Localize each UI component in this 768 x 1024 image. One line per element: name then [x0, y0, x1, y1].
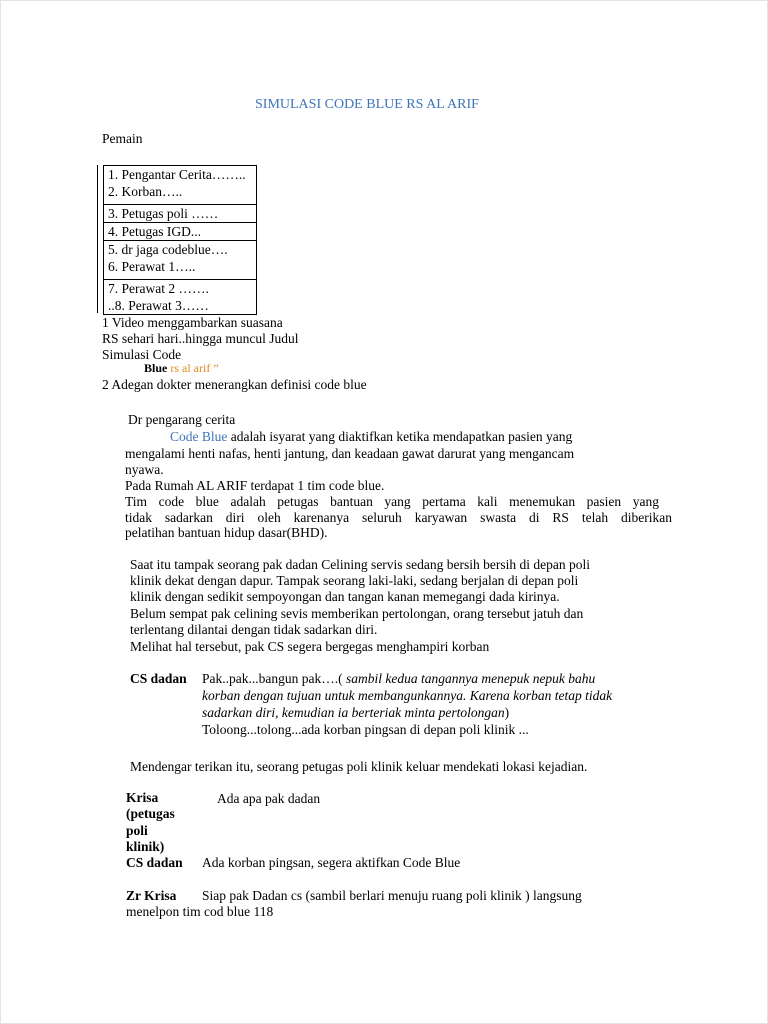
cast-item: 6. Perawat 1….. — [108, 259, 196, 274]
narration-line: terlentang dilantai dengan tidak sadarkan diri. — [130, 622, 378, 637]
stage-direction: sadarkan diri, kemudian ia berteriak minta pertolongan — [202, 705, 505, 720]
cast-cell-1 — [103, 165, 257, 205]
scene1-line — [144, 360, 219, 376]
speaker-label: poli — [126, 823, 148, 838]
cast-item: 2. Korban….. — [108, 184, 183, 199]
definition-line: Pada Rumah AL ARIF terdapat 1 tim code blue. — [125, 478, 385, 493]
scene1-orange-text: rs al arif ” — [167, 361, 219, 375]
code-blue-term: Code Blue — [170, 429, 228, 444]
speaker-label: klinik) — [126, 839, 165, 854]
dialog-line: Siap pak Dadan cs (sambil berlari menuju ruang poli klinik ) langsung — [202, 888, 582, 903]
narration-line: Saat itu tampak seorang pak dadan Celining servis sedang bersih bersih di depan poli — [130, 557, 591, 572]
speaker-label: Zr Krisa — [126, 888, 177, 903]
dialog-text: ) — [504, 705, 510, 720]
definition-line: nyawa. — [125, 462, 164, 477]
narration-line: klinik dengan sedikit sempoyongan dan tangan kanan memegangi dada kirinya. — [130, 589, 560, 604]
cast-item: 4. Petugas IGD... — [108, 224, 201, 239]
narration-line: klinik dekat dengan dapur. Tampak seorang laki-laki, sedang berjalan di depan poli — [130, 573, 579, 588]
definition-line: Tim code blue adalah petugas bantuan yang pertama kali menemukan pasien yang — [125, 494, 659, 509]
definition-line: pelatihan bantuan hidup dasar(BHD). — [125, 525, 328, 540]
dialog-line — [202, 705, 509, 721]
scene2-line: 2 Adegan dokter menerangkan definisi code blue — [102, 377, 367, 392]
stage-direction: sambil kedua tangannya menepuk nepuk bahu — [342, 671, 596, 686]
scene1-blue-word: Blue — [144, 361, 168, 375]
dialog-line — [202, 671, 595, 687]
definition-line: mengalami henti nafas, henti jantung, dan keadaan gawat darurat yang mengancam — [125, 446, 575, 461]
scene1-line: Simulasi Code — [102, 347, 182, 362]
speaker-label: CS dadan — [130, 671, 187, 686]
cast-cell-5 — [103, 279, 257, 315]
dialog-line: Ada apa pak dadan — [217, 791, 321, 806]
narration-line: Melihat hal tersebut, pak CS segera bergegas menghampiri korban — [130, 639, 490, 654]
cast-item: 7. Perawat 2 ……. — [108, 281, 209, 296]
definition-line: tidak sadarkan diri oleh karenanya seluruh karyawan swasta di RS telah diberikan — [125, 510, 672, 525]
document-title: SIMULASI CODE BLUE RS AL ARIF — [255, 97, 479, 112]
scene1-line: RS sehari hari..hingga muncul Judul — [102, 331, 299, 346]
cast-cell-4 — [103, 240, 257, 280]
definition-line — [170, 429, 572, 445]
dialog-line: Ada korban pingsan, segera aktifkan Code Blue — [202, 855, 461, 870]
cast-cell-3 — [103, 222, 257, 241]
stage-direction: korban dengan tujuan untuk membangunkannya. Karena korban tetap tidak — [202, 688, 613, 703]
speaker-label: Krisa — [126, 790, 159, 805]
narration-line: Mendengar terikan itu, seorang petugas poli klinik keluar mendekati lokasi kejadian. — [130, 759, 588, 774]
speaker-label: (petugas — [126, 806, 175, 821]
definition-text: adalah isyarat yang diaktifkan ketika mendapatkan pasien yang — [227, 429, 573, 444]
scene1-line: 1 Video menggambarkan suasana — [102, 315, 283, 330]
cast-cell-2 — [103, 204, 257, 223]
dr-pengarang: Dr pengarang cerita — [128, 412, 236, 427]
dialog-line: Toloong...tolong...ada korban pingsan di depan poli klinik ... — [202, 722, 529, 737]
cast-item: 3. Petugas poli …… — [108, 206, 219, 221]
dialog-text: Pak..pak...bangun pak….( — [202, 671, 343, 686]
cast-item: 5. dr jaga codeblue…. — [108, 242, 228, 257]
narration-line: Belum sempat pak celining sevis memberikan pertolongan, orang tersebut jatuh dan — [130, 606, 584, 621]
speaker-label: CS dadan — [126, 855, 183, 870]
dialog-line: menelpon tim cod blue 118 — [126, 904, 274, 919]
cast-item: ..8. Perawat 3…… — [108, 298, 209, 313]
pemain-label: Pemain — [102, 131, 143, 146]
cast-item: 1. Pengantar Cerita…….. — [108, 167, 246, 182]
